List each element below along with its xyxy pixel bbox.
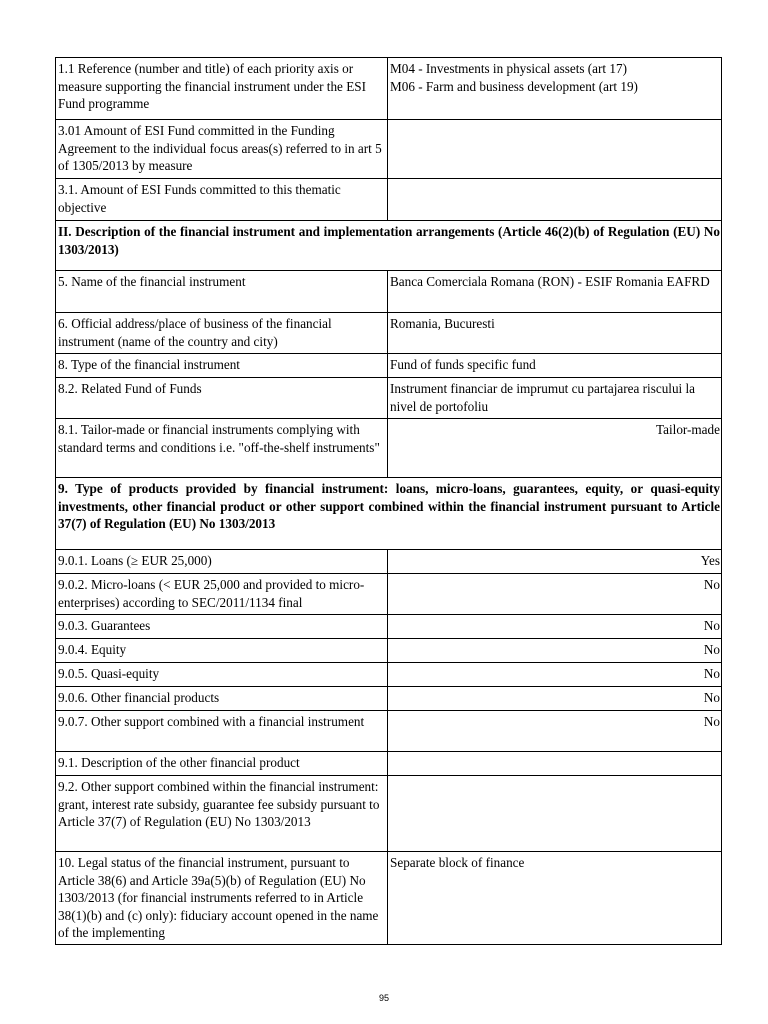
row-label: 9.0.4. Equity [56, 639, 388, 663]
row-value: No [388, 711, 722, 752]
row-value: No [388, 663, 722, 687]
table-row [56, 378, 722, 419]
row-value [388, 58, 722, 120]
row-value [388, 752, 722, 776]
value-line: M04 - Investments in physical assets (art 17) [390, 61, 627, 76]
row-label: 9.2. Other support combined within the financial instrument: grant, interest rate subsidy, guarantee fee subsidy pursuant to Article 37(7) of Regulation (EU) No 1303/2013 [56, 776, 388, 852]
section-row [56, 221, 722, 271]
table-row [56, 179, 722, 221]
row-label: 8.2. Related Fund of Funds [56, 378, 388, 419]
table-row [56, 711, 722, 752]
section-row [56, 478, 722, 550]
row-label: 9.0.5. Quasi-equity [56, 663, 388, 687]
row-label: 1.1 Reference (number and title) of each priority axis or measure supporting the financial instrument under the ESI Fund programme [56, 58, 388, 120]
row-label: 3.01 Amount of ESI Fund committed in the Funding Agreement to the individual focus areas(s) referred to in art 5 of 1305/2013 by measure [56, 120, 388, 179]
row-label: 9.0.2. Micro-loans (< EUR 25,000 and provided to micro-enterprises) according to SEC/2011/1134 final [56, 574, 388, 615]
table-row [56, 639, 722, 663]
row-value: Separate block of finance [388, 852, 722, 945]
row-value [388, 776, 722, 852]
row-value: No [388, 639, 722, 663]
table-row [56, 615, 722, 639]
financial-instrument-table [55, 57, 722, 945]
row-value: No [388, 615, 722, 639]
page-number: 95 [378, 993, 389, 1003]
row-value [388, 120, 722, 179]
table-row [56, 354, 722, 378]
table-row [56, 550, 722, 574]
row-value: No [388, 574, 722, 615]
row-label: 3.1. Amount of ESI Funds committed to this thematic objective [56, 179, 388, 221]
row-label: 9.0.7. Other support combined with a financial instrument [56, 711, 388, 752]
table-row [56, 574, 722, 615]
value-line: M06 - Farm and business development (art 19) [390, 78, 638, 94]
row-label: 6. Official address/place of business of the financial instrument (name of the country and city) [56, 313, 388, 354]
row-label: 5. Name of the financial instrument [56, 271, 388, 313]
row-label: 9.1. Description of the other financial product [56, 752, 388, 776]
row-label: 8.1. Tailor-made or financial instruments complying with standard terms and conditions i.e. "off-the-shelf instruments" [56, 419, 388, 478]
row-value [388, 179, 722, 221]
table-row [56, 419, 722, 478]
table-row [56, 852, 722, 945]
table-row [56, 58, 722, 120]
row-label: 9.0.1. Loans (≥ EUR 25,000) [56, 550, 388, 574]
table-row [56, 663, 722, 687]
table-row [56, 120, 722, 179]
row-label: 10. Legal status of the financial instrument, pursuant to Article 38(6) and Article 39a(5)(b) of Regulation (EU) No 1303/2013 (for financial instruments referred to in Article 38(1)(b) and (c) only): fiduciary account opened in the name of the implementing [56, 852, 388, 945]
row-value: Banca Comerciala Romana (RON) - ESIF Romania EAFRD [388, 271, 722, 313]
table-row [56, 271, 722, 313]
table-row [56, 752, 722, 776]
row-label: 9.0.6. Other financial products [56, 687, 388, 711]
row-value: Fund of funds specific fund [388, 354, 722, 378]
row-value: Instrument financiar de imprumut cu partajarea riscului la nivel de portofoliu [388, 378, 722, 419]
row-label: 8. Type of the financial instrument [56, 354, 388, 378]
row-value: Tailor-made [388, 419, 722, 478]
section-heading: II. Description of the financial instrument and implementation arrangements (Article 46(2)(b) of Regulation (EU) No 1303/2013) [56, 221, 722, 271]
table-row [56, 776, 722, 852]
row-value: Romania, Bucuresti [388, 313, 722, 354]
section-heading: 9. Type of products provided by financial instrument: loans, micro-loans, guarantees, equity, or quasi-equity investments, other financial product or other support combined within the financial instrument pursuant to Article 37(7) of Regulation (EU) No 1303/2013 [56, 478, 722, 550]
table-row [56, 687, 722, 711]
row-value: No [388, 687, 722, 711]
row-label: 9.0.3. Guarantees [56, 615, 388, 639]
row-value: Yes [388, 550, 722, 574]
table-row [56, 313, 722, 354]
